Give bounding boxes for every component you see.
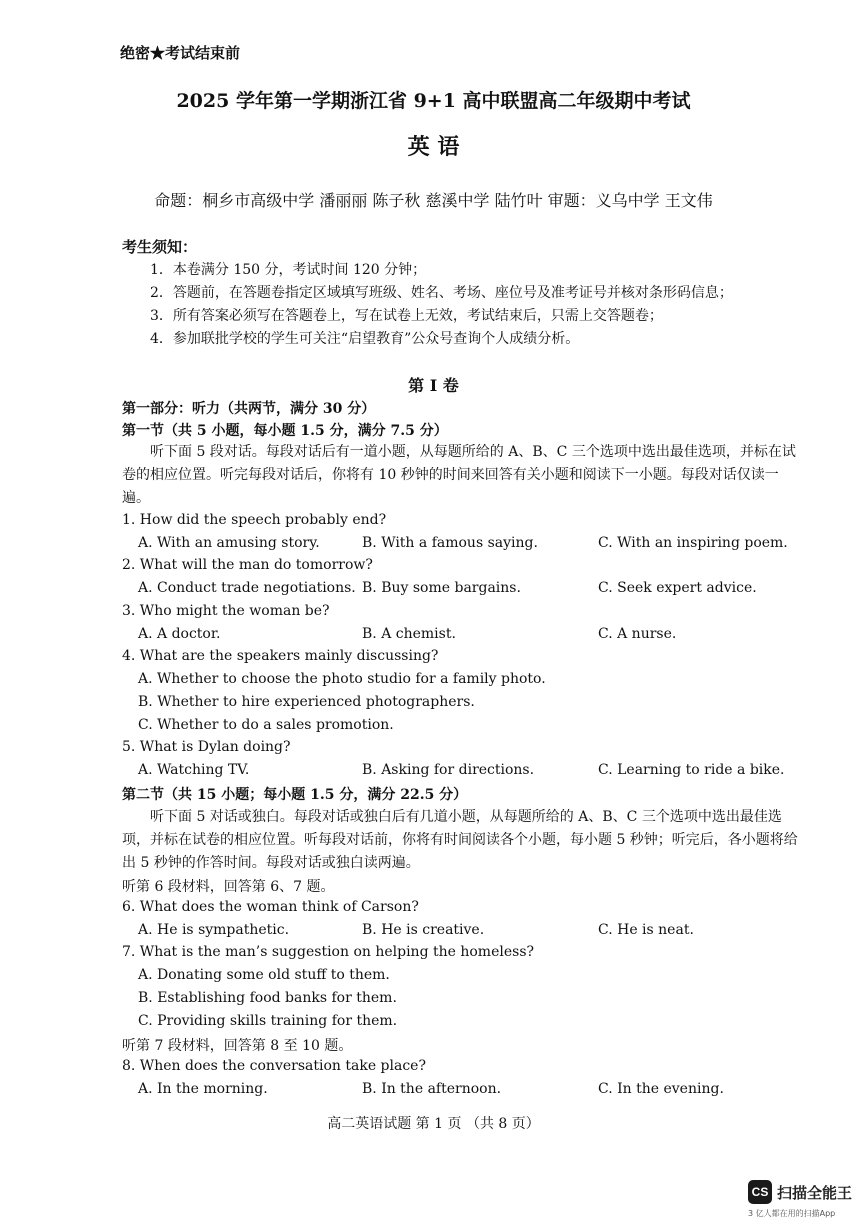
exam-title: 2025 学年第一学期浙江省 9+1 高中联盟高二年级期中考试 — [176, 90, 691, 112]
volume-heading: 第 I 卷 — [408, 376, 459, 395]
scanner-tagline: 3 亿人都在用的扫描App — [748, 1209, 836, 1218]
section1-heading: 第一节（共 5 小题，每小题 1.5 分，满分 7.5 分） — [122, 423, 448, 439]
scanner-brand-name: 扫描全能王 — [777, 1184, 853, 1202]
notice-item: 1．本卷满分 150 分，考试时间 120 分钟； — [150, 262, 427, 278]
option-c: C. A nurse. — [598, 626, 677, 642]
part1-heading: 第一部分：听力（共两节，满分 30 分） — [122, 401, 376, 417]
scanner-watermark — [748, 1180, 858, 1220]
subject-title: 英 语 — [407, 134, 460, 160]
option-c: C. Seek expert advice. — [598, 580, 757, 596]
option-c: C. In the evening. — [598, 1081, 724, 1097]
option-a: A. Donating some old stuff to them. — [138, 967, 390, 983]
option-a: A. Watching TV. — [138, 762, 250, 778]
question-stem: 6. What does the woman think of Carson? — [122, 899, 419, 915]
question-stem: 4. What are the speakers mainly discussing? — [122, 648, 439, 664]
notice-item: 2．答题前，在答题卷指定区域填写班级、姓名、考场、座位号及准考证号并核对条形码信息； — [150, 285, 733, 301]
option-b: B. Establishing food banks for them. — [138, 990, 397, 1006]
option-c: C. Whether to do a sales promotion. — [138, 717, 394, 733]
camscanner-logo-icon: CS — [748, 1180, 772, 1204]
option-a: A. A doctor. — [138, 626, 221, 642]
question-stem: 2. What will the man do tomorrow? — [122, 557, 373, 573]
option-b: B. Asking for directions. — [362, 762, 535, 778]
option-b: B. A chemist. — [362, 626, 456, 642]
section2-heading: 第二节（共 15 小题；每小题 1.5 分，满分 22.5 分） — [122, 787, 468, 803]
option-a: A. With an amusing story. — [138, 535, 320, 551]
option-a: A. He is sympathetic. — [138, 922, 290, 938]
question-stem: 8. When does the conversation take place? — [122, 1058, 426, 1074]
question-stem: 5. What is Dylan doing? — [122, 739, 291, 755]
option-b: B. Whether to hire experienced photographers. — [138, 694, 475, 710]
option-a: A. Whether to choose the photo studio for a family photo. — [138, 671, 546, 687]
authors-line: 命题：桐乡市高级中学 潘丽丽 陈子秋 慈溪中学 陆竹叶 审题：义乌中学 王文伟 — [154, 191, 713, 210]
option-b: B. With a famous saying. — [362, 535, 538, 551]
notice-item: 4．参加联批学校的学生可关注“启望教育”公众号查询个人成绩分析。 — [150, 331, 580, 347]
material-note: 听第 6 段材料，回答第 6、7 题。 — [122, 879, 335, 895]
section1-instructions: 听下面 5 段对话。每段对话后有一道小题，从每题所给的 A、B、C 三个选项中选出最佳选项，并标在试卷的相应位置。听完每段对话后，你将有 10 秒钟的时间来回答有关小题和阅读下一小题。每段对话仅读一遍。 — [122, 444, 796, 506]
section2-instructions: 听下面 5 对话或独白。每段对话或独白后有几道小题，从每题所给的 A、B、C 三个选项中选出最佳选项，并标在试卷的相应位置。听每段对话前，你将有时间阅读各个小题，每小题 5 秒钟；听完后，各小题将给出 5 秒钟的作答时间。每段对话或独白读两遍。 — [122, 809, 798, 871]
option-b: B. Buy some bargains. — [362, 580, 521, 596]
option-a: A. Conduct trade negotiations. — [138, 580, 356, 596]
material-note: 听第 7 段材料，回答第 8 至 10 题。 — [122, 1038, 353, 1054]
notice-item: 3．所有答案必须写在答题卷上，写在试卷上无效，考试结束后，只需上交答题卷； — [150, 308, 663, 324]
question-stem: 7. What is the man’s suggestion on helping the homeless? — [122, 944, 535, 960]
option-c: C. He is neat. — [598, 922, 694, 938]
option-a: A. In the morning. — [138, 1081, 268, 1097]
option-b: B. In the afternoon. — [362, 1081, 502, 1097]
notice-heading: 考生须知： — [122, 238, 198, 256]
question-stem: 1. How did the speech probably end? — [122, 512, 387, 528]
option-c: C. Providing skills training for them. — [138, 1013, 398, 1029]
option-c: C. With an inspiring poem. — [598, 535, 788, 551]
question-stem: 3. Who might the woman be? — [122, 603, 330, 619]
option-c: C. Learning to ride a bike. — [598, 762, 785, 778]
confidential-mark: 绝密★考试结束前 — [120, 44, 241, 62]
page-footer: 高二英语试题 第 1 页 （共 8 页） — [327, 1116, 540, 1132]
option-b: B. He is creative. — [362, 922, 485, 938]
